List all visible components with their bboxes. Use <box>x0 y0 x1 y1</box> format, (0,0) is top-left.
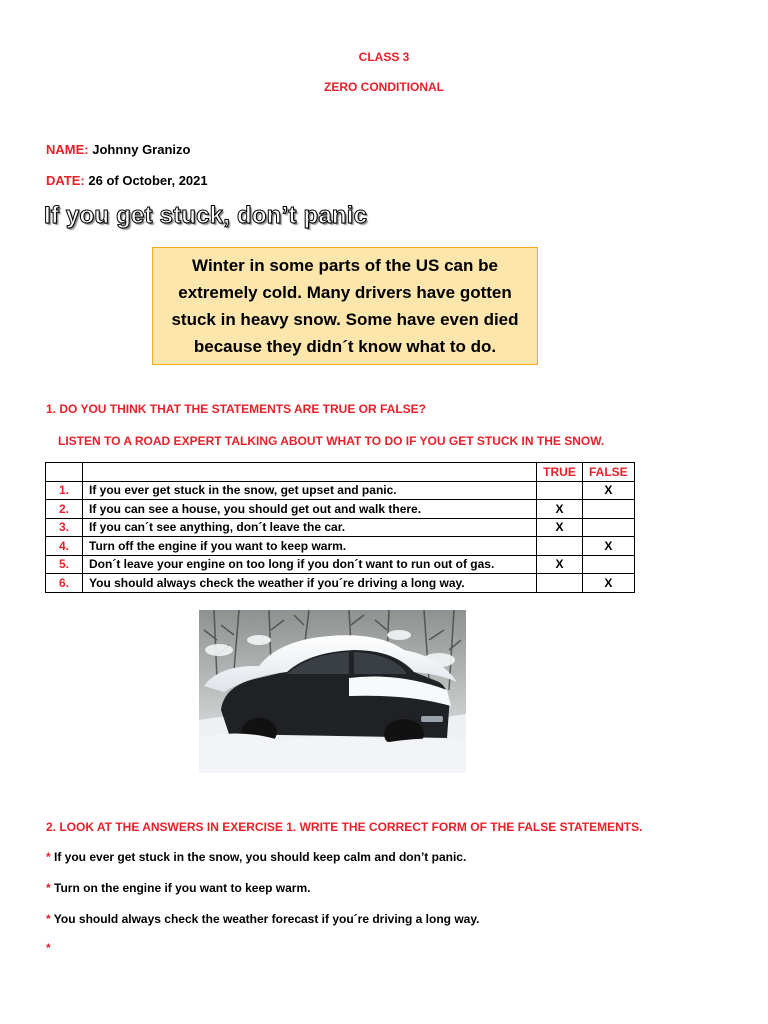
answer-line <box>46 850 466 864</box>
row-true-mark[interactable]: X <box>537 555 583 574</box>
topic-label: ZERO CONDITIONAL <box>324 80 444 94</box>
name-value: Johnny Granizo <box>92 142 191 157</box>
class-label: CLASS 3 <box>358 50 410 64</box>
row-number: 6. <box>46 574 83 593</box>
row-number: 5. <box>46 555 83 574</box>
table-row <box>46 481 635 500</box>
header-blank-num <box>46 463 83 482</box>
row-number: 3. <box>46 518 83 537</box>
row-false-mark[interactable]: X <box>583 481 635 500</box>
name-label: NAME: <box>46 142 89 157</box>
row-false-mark[interactable]: X <box>583 574 635 593</box>
table-row <box>46 555 635 574</box>
header-true: TRUE <box>537 463 583 482</box>
date-row <box>46 173 208 188</box>
row-false-mark[interactable] <box>583 555 635 574</box>
table-row <box>46 537 635 556</box>
table-row <box>46 574 635 593</box>
row-number: 4. <box>46 537 83 556</box>
bullet-star: * <box>46 850 51 864</box>
exercise1-instruction: LISTEN TO A ROAD EXPERT TALKING ABOUT WHAT TO DO IF YOU GET STUCK IN THE SNOW. <box>58 434 605 448</box>
row-statement: If you can see a house, you should get out and walk there. <box>83 500 537 519</box>
exercise1-title: 1. DO YOU THINK THAT THE STATEMENTS ARE TRUE OR FALSE? <box>46 402 427 416</box>
true-false-table <box>45 462 635 593</box>
answer-line <box>46 881 310 895</box>
exercise2-title: 2. LOOK AT THE ANSWERS IN EXERCISE 1. WRITE THE CORRECT FORM OF THE FALSE STATEMENTS. <box>46 820 643 834</box>
row-number: 1. <box>46 481 83 500</box>
date-value: 26 of October, 2021 <box>88 173 208 188</box>
table-header-row <box>46 463 635 482</box>
row-statement: If you ever get stuck in the snow, get upset and panic. <box>83 481 537 500</box>
row-true-mark[interactable] <box>537 481 583 500</box>
bullet-star: * <box>46 912 51 926</box>
table-row <box>46 500 635 519</box>
page-title: If you get stuck, don’t panic <box>44 202 368 229</box>
row-statement: Don´t leave your engine on too long if you don´t want to run out of gas. <box>83 555 537 574</box>
row-statement: You should always check the weather if you´re driving a long way. <box>83 574 537 593</box>
row-false-mark[interactable] <box>583 518 635 537</box>
answer-line <box>46 912 479 926</box>
answer-line <box>46 941 51 955</box>
snow-car-image <box>199 610 466 773</box>
row-true-mark[interactable]: X <box>537 500 583 519</box>
row-false-mark[interactable]: X <box>583 537 635 556</box>
answer-text[interactable]: Turn on the engine if you want to keep warm. <box>54 881 311 895</box>
snow-car-photo <box>199 610 466 773</box>
header-false: FALSE <box>583 463 635 482</box>
row-true-mark[interactable]: X <box>537 518 583 537</box>
bullet-star: * <box>46 881 51 895</box>
header-blank-statement <box>83 463 537 482</box>
answer-text[interactable]: If you ever get stuck in the snow, you should keep calm and don’t panic. <box>54 850 467 864</box>
answer-text[interactable]: You should always check the weather forecast if you´re driving a long way. <box>53 912 480 926</box>
row-false-mark[interactable] <box>583 500 635 519</box>
intro-text: Winter in some parts of the US can be extremely cold. Many drivers have gotten stuck in heavy snow. Some have even died because they didn´t know what to do. <box>171 256 519 356</box>
table-row <box>46 518 635 537</box>
row-true-mark[interactable] <box>537 574 583 593</box>
row-true-mark[interactable] <box>537 537 583 556</box>
bullet-star: * <box>46 941 51 955</box>
row-number: 2. <box>46 500 83 519</box>
name-row <box>46 142 190 157</box>
row-statement: If you can´t see anything, don´t leave the car. <box>83 518 537 537</box>
row-statement: Turn off the engine if you want to keep warm. <box>83 537 537 556</box>
intro-box <box>152 247 538 365</box>
date-label: DATE: <box>46 173 85 188</box>
